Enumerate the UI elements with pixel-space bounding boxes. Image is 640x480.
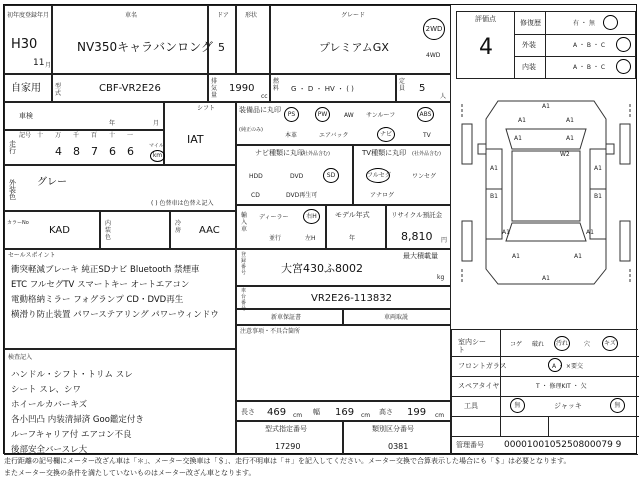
capacity-cell	[396, 74, 451, 102]
model-value: CBF-VR2E26	[99, 83, 161, 94]
chassis-label: 車台番号	[241, 288, 247, 312]
damage-mark: A1	[490, 165, 498, 172]
jack-value: 無	[610, 398, 625, 413]
evaluation-box	[456, 11, 636, 79]
door-value: 5	[218, 41, 225, 54]
mileage-digit-header-cell: 十	[109, 132, 116, 139]
sales-point-line: 横滑り防止装置 パワーステアリング パワーウィンドウ	[11, 310, 219, 320]
damage-mark: A1	[566, 135, 574, 142]
damage-mark: A1	[542, 275, 550, 282]
inspector-note-line: ホイールカバーキズ	[11, 400, 88, 410]
registration-box	[236, 249, 451, 286]
model-cell	[52, 74, 208, 102]
mileage-digit: 4	[55, 145, 62, 158]
seat-option: 穴	[584, 341, 591, 348]
first-reg-year: H30	[11, 37, 38, 52]
type-no-label: 型式指定番号	[265, 425, 307, 433]
interior-seat-label: 室内シート	[458, 338, 486, 354]
fuel-cell	[270, 74, 396, 102]
interior-grade-circle	[616, 59, 631, 74]
import-left-handle: 左H	[305, 235, 316, 242]
nav-dvd: DVD	[290, 173, 304, 180]
sales-points-label: セールスポイント	[8, 252, 56, 259]
length-label: 長さ	[241, 408, 255, 416]
nav-type-note: (社外品含む)	[301, 151, 330, 157]
displacement-value: 1990	[229, 83, 255, 94]
import-right-handle: 右H	[303, 209, 320, 224]
inspection-month-label: 月	[153, 120, 160, 127]
import-box	[236, 205, 326, 249]
new-car-warranty: 新車保証書	[271, 314, 302, 321]
exterior-grade-label: 外装	[522, 41, 536, 49]
model-year-label: モデル年式	[335, 211, 370, 219]
inspector-note-line: ハンドル・シフト・トリム スレ	[11, 370, 133, 380]
max-load-label: 最大積載量	[403, 252, 438, 260]
fuel-options: G ・ D ・ HV ・ ( )	[291, 85, 354, 93]
nav-type-title: ナビ種類に丸印	[255, 149, 304, 157]
tv-type-note: (社外品含む)	[412, 151, 441, 157]
inspector-notes-label: 検査記入	[8, 354, 33, 361]
tv-analog: アナログ	[370, 192, 395, 199]
registration-value: 大宮430ふ8002	[281, 262, 363, 275]
shift-label: シフト	[197, 105, 216, 112]
score-cell	[457, 12, 515, 78]
mileage-digit-header-cell: 記号	[19, 132, 32, 139]
width-label: 幅	[313, 408, 320, 416]
displacement-label: 排気量	[211, 78, 218, 99]
exterior-grade-options: A ・ B ・ C	[573, 42, 606, 49]
registration-label: 登録番号	[241, 252, 247, 276]
damage-mark: B1	[594, 193, 602, 200]
ac-cell	[170, 211, 236, 249]
ac-label: 冷房	[175, 220, 182, 234]
mileage-cell	[4, 130, 164, 165]
grade-value: プレミアムGX	[319, 41, 389, 54]
usage-cell	[4, 74, 52, 102]
exterior-grade-circle	[616, 37, 631, 52]
repair-options: 有 ・ 無	[573, 20, 595, 27]
color-no-label: カラーNo	[7, 220, 29, 226]
mileage-digit-header-cell: 十	[37, 132, 44, 139]
damage-mark: A1	[566, 117, 574, 124]
length-unit: cm	[293, 412, 303, 419]
damage-mark: A1	[594, 165, 602, 172]
sales-point-line: 電動格納ミラー フォグランプ CD・DVD再生	[11, 295, 184, 305]
height-label: 高さ	[379, 408, 393, 416]
drive-4wd: 4WD	[426, 52, 441, 59]
equipment-aw: AW	[344, 112, 354, 119]
first-reg-cell	[4, 5, 52, 74]
mileage-digit: 7	[91, 145, 98, 158]
spare-tire-options: T ・ 修理KIT ・ 欠	[536, 383, 587, 390]
repair-label: 修復歴	[520, 19, 541, 27]
car-name-value: NV350キャラバンロング	[77, 40, 213, 54]
chassis-box	[236, 286, 451, 312]
inspector-note-line: ルーフキャリア付 エアコン不良	[11, 430, 132, 440]
recycle-label: リサイクル預託金	[391, 211, 443, 219]
mileage-unit-km: km	[150, 150, 165, 162]
car-name-label: 車名	[125, 12, 138, 19]
nav-cd: CD	[251, 192, 260, 199]
jack-label: ジャッキ	[554, 402, 582, 410]
damage-mark: B1	[490, 193, 498, 200]
exterior-color-value: グレー	[37, 177, 67, 188]
equipment-sunroof: サンルーフ	[366, 112, 396, 119]
equipment-navi: ナビ	[377, 127, 395, 142]
height-value: 199	[407, 407, 427, 418]
mileage-digit-header-cell: 万	[55, 132, 62, 139]
shape-cell	[236, 5, 270, 74]
repair-none-circle	[603, 15, 618, 30]
exterior-color-cell	[4, 165, 236, 211]
first-reg-month: 11	[33, 58, 45, 68]
tv-oneseg: ワンセグ	[412, 173, 437, 180]
footer-note: またメーター交換の条件を満たしていないものはメーター改ざん車となります。	[4, 469, 256, 477]
class-no-value: 0381	[388, 442, 409, 451]
import-parallel: 並行	[269, 235, 282, 242]
capacity-label: 定員	[399, 78, 406, 92]
mileage-label: 走行	[9, 140, 16, 155]
capacity-unit: 人	[440, 93, 447, 100]
inspector-notes-box	[4, 349, 236, 455]
displacement-cell	[208, 74, 270, 102]
equipment-airbag: エアバック	[319, 132, 349, 139]
dimensions-box	[236, 401, 451, 421]
exterior-color-note: ( ) 色替車は色替え記入	[151, 200, 214, 207]
equipment-leather: 本革	[285, 132, 298, 139]
right-panel	[451, 329, 638, 455]
seat-option: 破れ	[532, 341, 545, 348]
month-unit: 月	[45, 62, 52, 69]
damage-mark: A1	[574, 253, 582, 260]
mileage-digit-header-cell: 百	[91, 132, 98, 139]
inspector-note-line: 各小凹凸 内装清掃済 Goo鑑定付き	[11, 415, 144, 425]
model-year-box	[326, 205, 386, 249]
tv-type-box	[353, 145, 451, 205]
model-label: 型式	[55, 83, 62, 97]
mileage-digit-header-cell: 一	[127, 132, 134, 139]
tv-fullseg: フルセグ	[366, 168, 390, 183]
equipment-abs: ABS	[417, 107, 434, 122]
new-car-warranty-cell	[236, 309, 343, 325]
footer-note: 走行距離の記号欄にメーター改ざん車は「＊」、メーター交換車は「＄」、走行不明車は「＃」を記入してください。メーター交換で合算表示した場合にも「＄」は必要となります。	[4, 457, 571, 465]
door-cell	[208, 5, 236, 74]
sales-point-line: 衝突軽減ブレーキ 純正SDナビ Bluetooth 禁煙車	[11, 265, 200, 275]
exterior-color-label: 外装色	[9, 179, 16, 201]
car-outline	[456, 89, 636, 289]
damage-mark: A1	[512, 253, 520, 260]
sales-point-line: ETC フルセグTV スマートキー オートエアコン	[11, 280, 190, 290]
mileage-digit: 8	[73, 145, 80, 158]
equipment-ps: PS	[284, 107, 299, 122]
manual-cell	[343, 309, 451, 325]
seat-option: コゲ	[510, 341, 523, 348]
length-value: 469	[267, 407, 287, 418]
grade-label: グレード	[341, 12, 366, 19]
color-no-cell	[4, 211, 100, 249]
door-label: ドア	[217, 12, 229, 19]
mileage-digit: 6	[127, 145, 134, 158]
type-no-box	[236, 421, 343, 455]
spare-tire-label: スペアタイヤ	[458, 382, 500, 390]
width-value: 169	[335, 407, 355, 418]
inspection-cell	[4, 102, 164, 130]
interior-grade-options: A ・ B ・ C	[573, 64, 606, 71]
tools-label: 工具	[464, 402, 478, 410]
color-no-value: KAD	[49, 225, 70, 236]
width-unit: cm	[361, 412, 371, 419]
car-name-cell	[52, 5, 213, 74]
class-no-label: 類別区分番号	[372, 425, 414, 433]
notes-label: 注意事項・不具合箇所	[240, 328, 301, 335]
interior-color-cell	[100, 211, 170, 249]
nav-dvd-playback: DVD再生可	[286, 192, 318, 199]
front-glass-label: フロントガラス	[458, 362, 507, 370]
seat-option-scratch: キズ	[602, 336, 618, 351]
model-year-value: 年	[349, 235, 356, 242]
interior-grade-label: 内装	[522, 63, 536, 71]
shift-cell	[164, 102, 236, 165]
capacity-value: 5	[419, 83, 426, 94]
inspection-sheet	[3, 4, 637, 454]
grade-cell	[270, 5, 451, 74]
first-reg-label: 初年度登録年月	[7, 12, 50, 19]
equipment-title: 装備品に丸印	[239, 106, 281, 114]
recycle-box	[386, 205, 451, 249]
nav-sd: SD	[323, 168, 339, 183]
damage-mark: W2	[560, 151, 570, 158]
damage-mark: A1	[502, 229, 510, 236]
front-glass-options: A ・ ×要交	[552, 363, 583, 370]
ac-value: AAC	[199, 225, 220, 236]
shape-label: 形状	[245, 12, 258, 19]
mileage-digit: 6	[109, 145, 116, 158]
fuel-label: 燃料	[273, 78, 280, 92]
inspection-year-label: 年	[109, 120, 116, 127]
damage-mark: A1	[518, 117, 526, 124]
interior-color-label: 内装色	[105, 220, 112, 241]
damage-mark: A1	[586, 229, 594, 236]
damage-mark: A1	[542, 103, 550, 110]
management-label: 管理番号	[456, 441, 484, 449]
score-label: 評価点	[475, 15, 496, 23]
nav-type-box	[236, 145, 353, 205]
equipment-box	[236, 102, 451, 145]
equipment-subtitle: (純正のみ)	[239, 127, 263, 133]
front-glass-circle	[548, 358, 562, 372]
tv-type-title: TV種類に丸印	[362, 149, 407, 157]
management-value: 0000100105250800079 9	[504, 440, 622, 450]
inspector-note-line: 後部安全バースレ大	[11, 445, 88, 455]
seat-option-dirt: 汚れ	[554, 336, 570, 351]
car-damage-diagram	[456, 89, 636, 289]
mileage-unit-mile: マイル	[149, 143, 164, 149]
drive-2wd: 2WD	[423, 18, 445, 40]
import-label: 輸入車	[241, 212, 248, 233]
damage-mark: A1	[514, 135, 522, 142]
chassis-value: VR2E26-113832	[311, 293, 392, 304]
recycle-value: 8,810	[401, 230, 433, 243]
usage-value: 自家用	[11, 83, 41, 94]
mileage-digit-header-cell: 千	[73, 132, 80, 139]
score-value: 4	[479, 35, 493, 60]
shift-value: IAT	[187, 133, 204, 146]
max-load-unit: kg	[437, 274, 445, 281]
class-no-box	[343, 421, 451, 455]
notes-box	[236, 325, 451, 401]
equipment-pw: PW	[315, 107, 330, 122]
inspector-note-line: シート スレ、シワ	[11, 385, 82, 395]
displacement-unit: cc	[261, 93, 268, 100]
import-dealer: ディーラー	[259, 214, 289, 221]
tools-value: 無	[510, 398, 525, 413]
inspection-label: 車検	[19, 112, 33, 120]
equipment-tv: TV	[423, 132, 431, 139]
nav-hdd: HDD	[249, 173, 263, 180]
sales-points-box	[4, 249, 236, 349]
height-unit: cm	[435, 412, 445, 419]
recycle-unit: 円	[441, 237, 448, 244]
manual: 車両取説	[384, 314, 409, 321]
type-no-value: 17290	[275, 442, 301, 451]
